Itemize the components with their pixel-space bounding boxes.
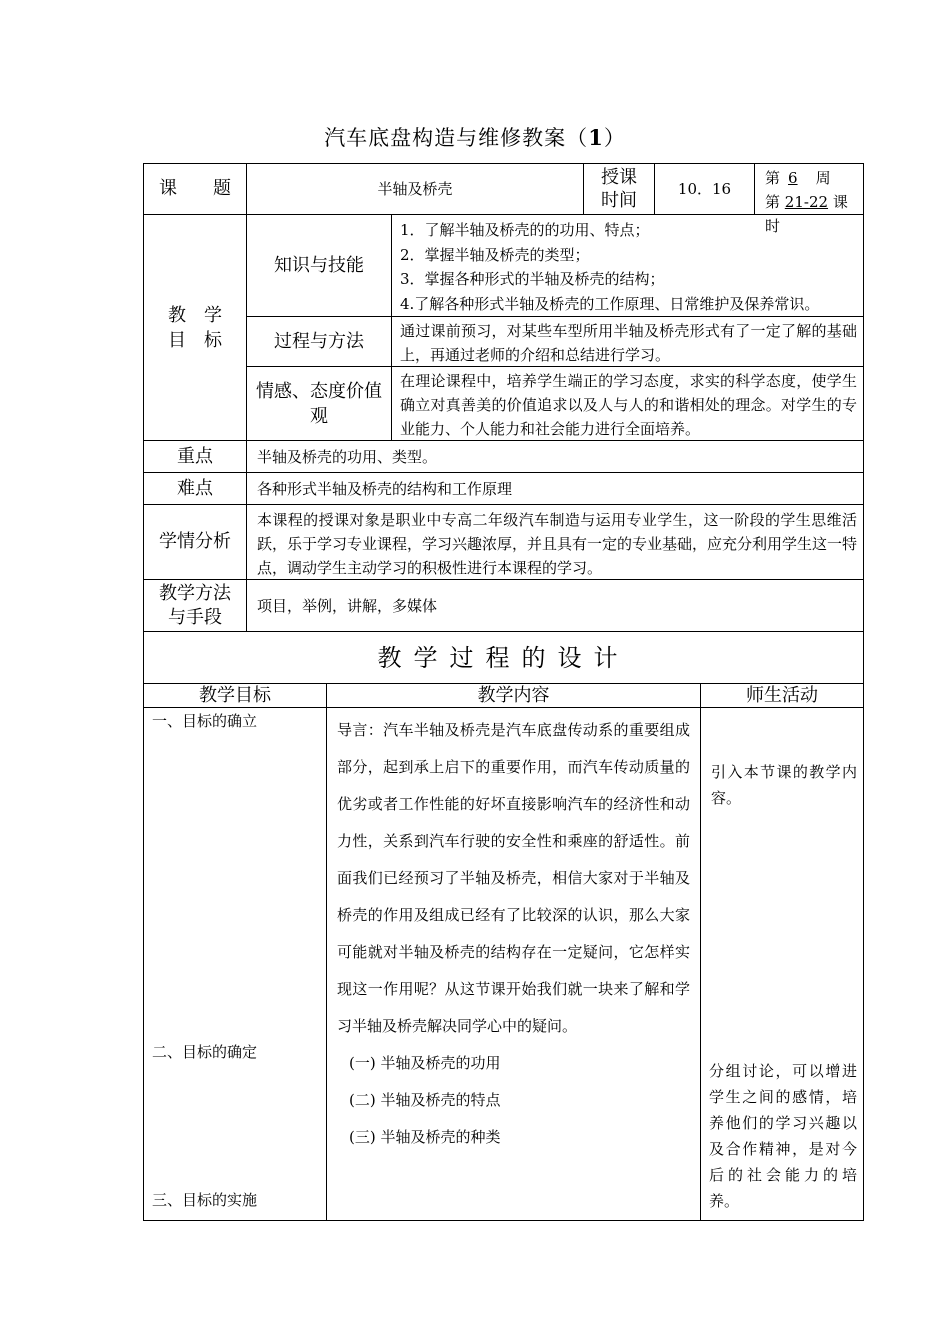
knowledge-label: 知识与技能 — [246, 214, 392, 317]
period-number: 21-22 — [784, 193, 829, 211]
col-header-goal: 教学目标 — [143, 683, 327, 708]
content-item: (一) 半轴及桥壳的功用 — [349, 1054, 501, 1072]
time-label: 授课 时间 — [583, 163, 655, 215]
week-number: 6 — [788, 169, 798, 187]
emotion-label: 情感、态度价值观 — [246, 366, 392, 441]
document-title: 汽车底盘构造与维修教案（1） — [324, 125, 626, 150]
activity-note-2: 分组讨论，可以增进学生之间的感情，培养他们的学习兴趣以及合作精神，是对今后的社会能力的培养。 — [709, 1062, 857, 1210]
content-item: (三) 半轴及桥壳的种类 — [349, 1128, 501, 1146]
methods-text: 项目，举例，讲解，多媒体 — [246, 579, 864, 632]
intro-paragraph: 导言：汽车半轴及桥壳是汽车底盘传动系的重要组成部分，起到承上启下的重要作用，而汽车传动质量的优劣或者工作性能的好坏直接影响汽车的经济性和动力性，关系到汽车行驶的安全性和乘座的舒适性。前面我们已经预习了半轴及桥壳，相信大家对于半轴及桥壳的作用及组成已经有了比较深的认识，那么大家可能就对半轴及桥壳的结构存在一定疑问，它怎样实现这一作用呢？从这节课开始我们就一块来了解和学习半轴及桥壳解决同学心中的疑问。 — [337, 721, 690, 1035]
process-section-title: 教学过程的设计 — [143, 631, 864, 684]
content-item: (二) 半轴及桥壳的特点 — [349, 1091, 501, 1109]
knowledge-list — [391, 214, 864, 317]
process-text: 通过课前预习，对某些车型所用半轴及桥壳形式有了一定了解的基础上，再通过老师的介绍和总结进行学习。 — [391, 316, 864, 367]
methods-label: 教学方法 与手段 — [143, 579, 247, 632]
knowledge-item: 3．掌握各种形式的半轴及桥壳的结构； — [400, 270, 665, 288]
knowledge-item: 4.了解各种形式半轴及桥壳的工作原理、日常维护及保养常识。 — [400, 294, 820, 313]
week-period-cell: 第 6 周 第 21-22 课时 — [754, 163, 864, 215]
lesson-date: 10．16 — [654, 163, 755, 215]
goal-item-2: 二、目标的确定 — [152, 1043, 258, 1061]
key-point-label: 重点 — [143, 440, 247, 473]
col-header-content: 教学内容 — [326, 683, 701, 708]
difficulty-text: 各种形式半轴及桥壳的结构和工作原理 — [246, 472, 864, 505]
col-header-activity: 师生活动 — [700, 683, 864, 708]
content-column — [326, 707, 701, 1221]
knowledge-item: 1．了解半轴及桥壳的的功用、特点； — [400, 221, 650, 239]
process-label: 过程与方法 — [246, 316, 392, 367]
key-point-text: 半轴及桥壳的功用、类型。 — [246, 440, 864, 473]
goal-item-1: 一、目标的确立 — [152, 712, 258, 730]
analysis-label: 学情分析 — [143, 504, 247, 580]
goals-label: 教 学 目 标 — [143, 214, 247, 441]
difficulty-label: 难点 — [143, 472, 247, 505]
goal-column — [143, 707, 327, 1221]
activity-column — [700, 707, 864, 1221]
topic-value: 半轴及桥壳 — [246, 163, 584, 215]
analysis-text: 本课程的授课对象是职业中专高二年级汽车制造与运用专业学生，这一阶段的学生思维活跃，乐于学习专业课程，学习兴趣浓厚，并且具有一定的专业基础，应充分利用学生这一特点，调动学生主动学习的积极性进行本课程的学习。 — [246, 504, 864, 580]
topic-label: 课 题 — [143, 163, 247, 215]
goal-item-3: 三、目标的实施 — [152, 1191, 258, 1209]
activity-note-1: 引入本节课的教学内容。 — [711, 763, 857, 807]
knowledge-item: 2．掌握半轴及桥壳的类型； — [400, 245, 590, 264]
emotion-text: 在理论课程中，培养学生端正的学习态度，求实的科学态度，使学生确立对真善美的价值追求以及人与人的和谐相处的理念。对学生的专业能力、个人能力和社会能力进行全面培养。 — [391, 366, 864, 441]
